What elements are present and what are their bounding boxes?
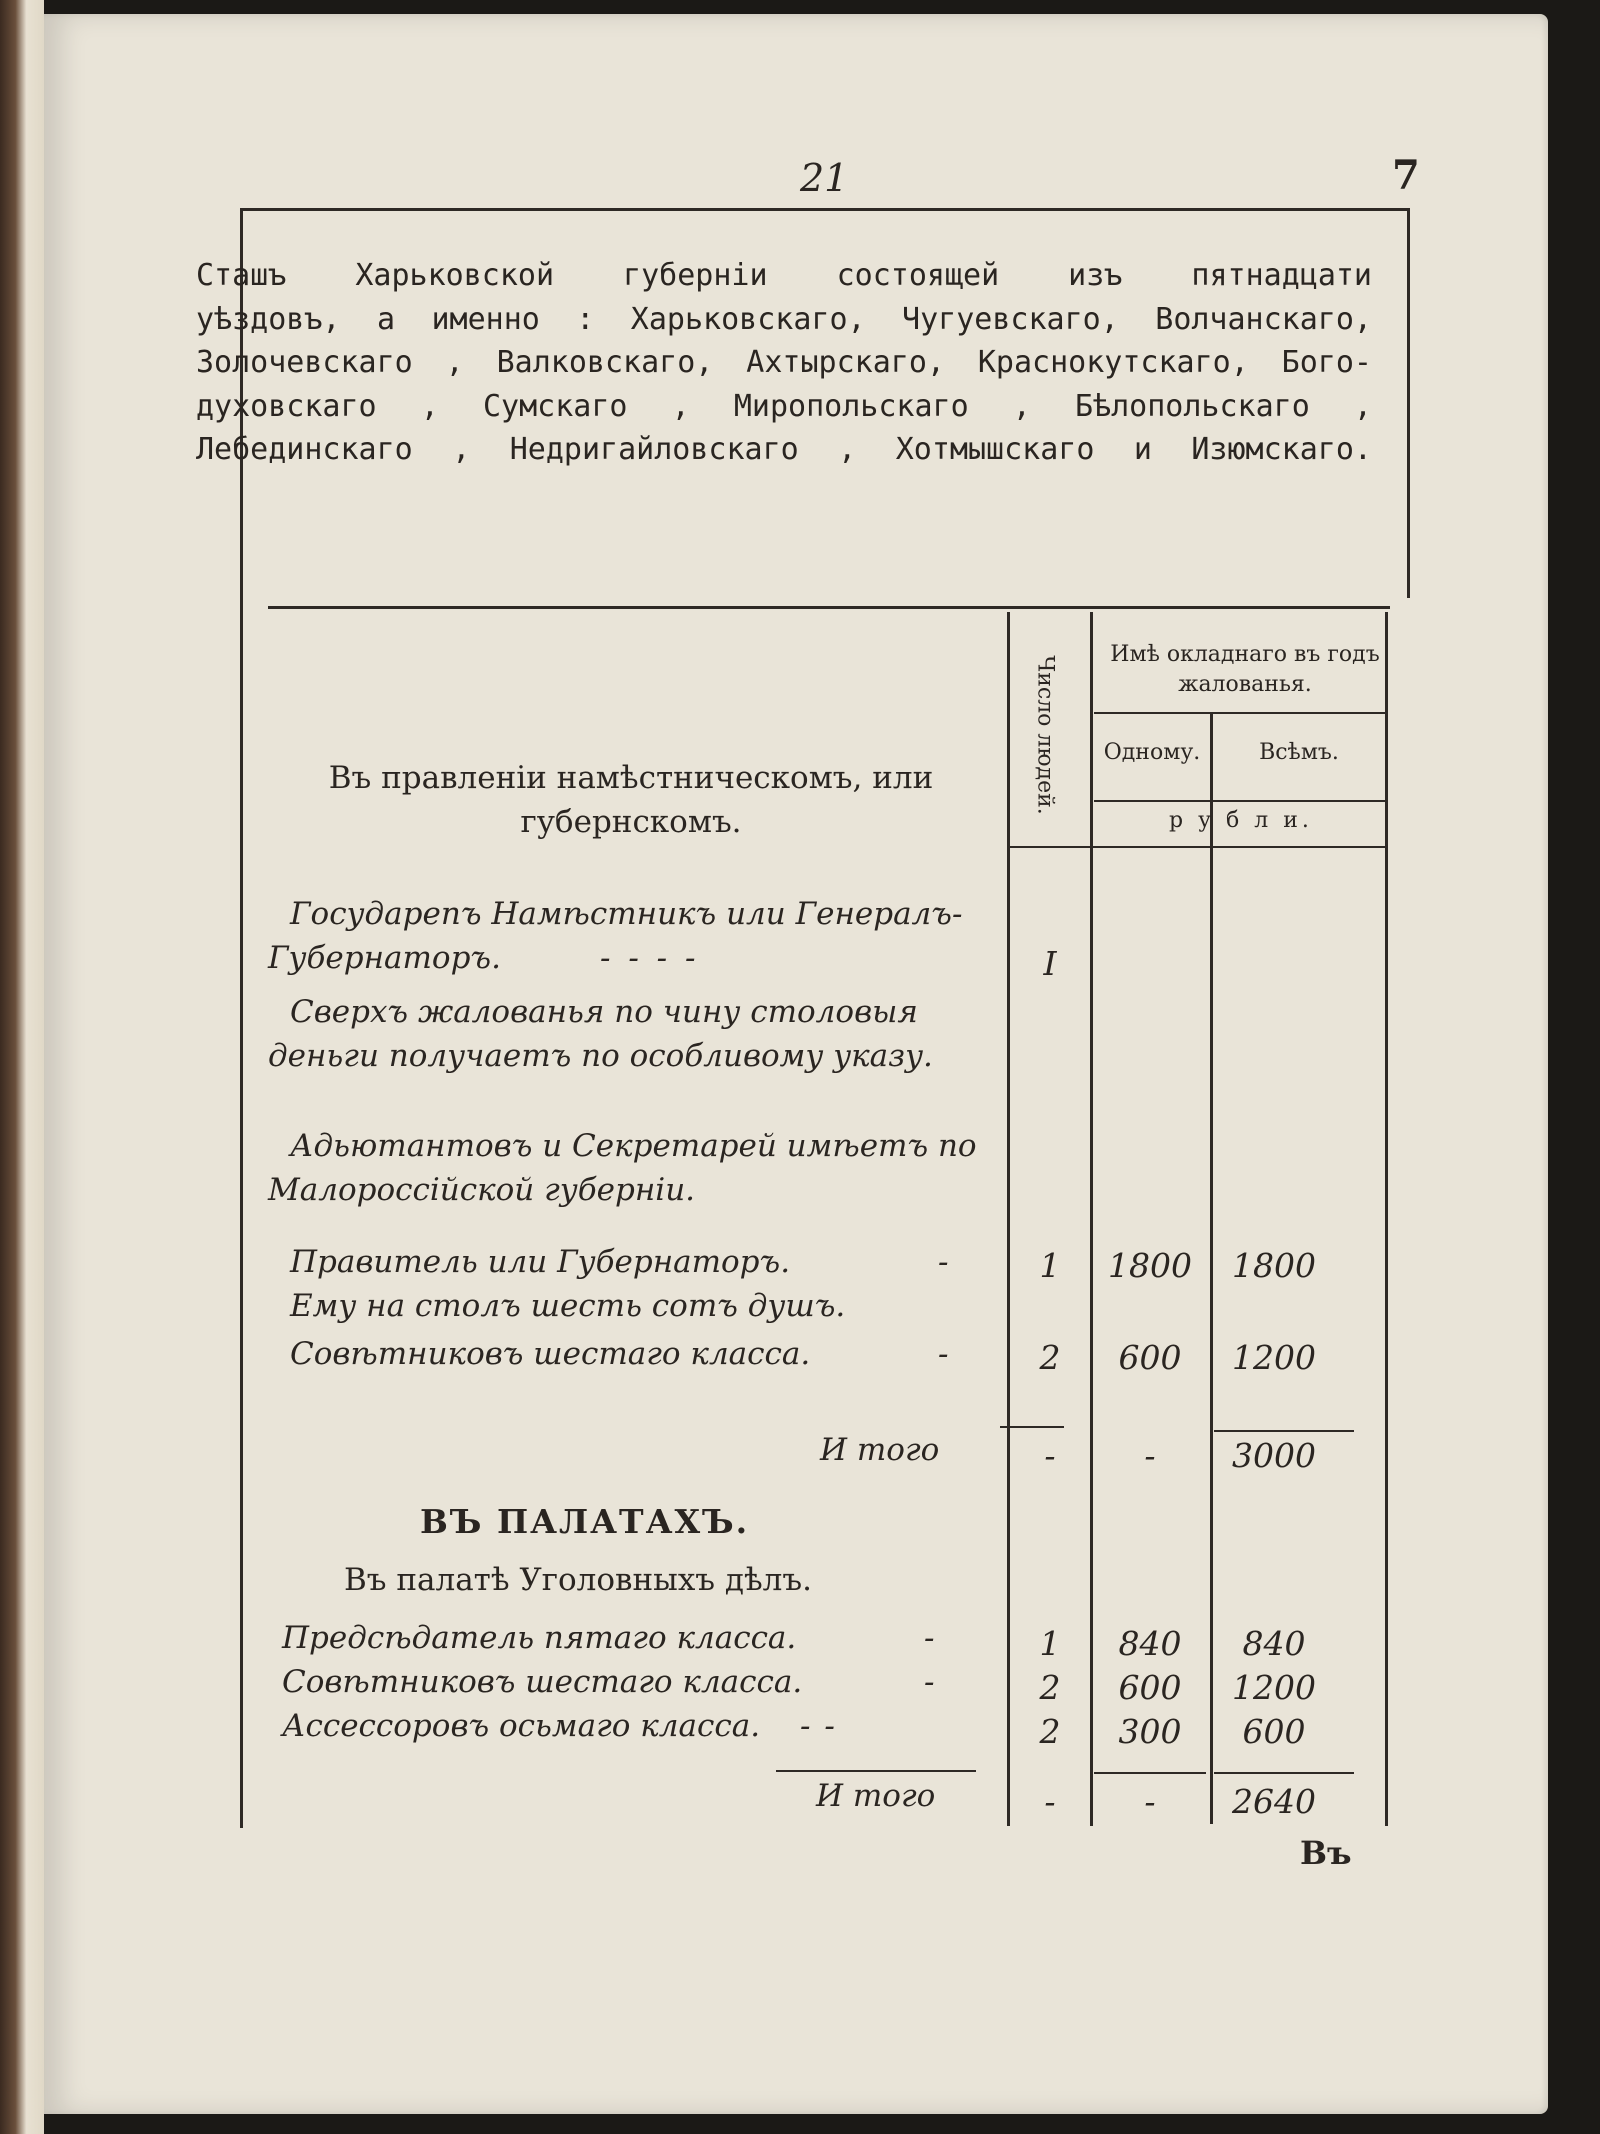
row-label: Правитель или Губернаторъ. <box>290 1244 791 1280</box>
header-rule-units <box>1094 800 1388 802</box>
row-salary-all: 840 <box>1242 1624 1306 1663</box>
header-rule-group <box>1094 712 1388 714</box>
document-title <box>196 254 1372 472</box>
row-salary-all: 1800 <box>1232 1246 1316 1285</box>
title-line: духовскаго , Сумскаго , Миропольскаго , Бѣлопольскаго , <box>196 388 1372 424</box>
row-dash: - <box>924 1620 935 1656</box>
row-salary-all: 600 <box>1242 1712 1306 1751</box>
total-count: - <box>1044 1436 1056 1475</box>
col-divider-one <box>1090 612 1093 1826</box>
total-count: - <box>1044 1782 1056 1821</box>
governor-leader-dashes: - - - - <box>600 940 700 976</box>
catchword: Въ <box>1300 1834 1352 1872</box>
row-salary-one: 600 <box>1118 1668 1182 1707</box>
total-rule <box>1094 1772 1206 1774</box>
total-salary-all: 3000 <box>1232 1436 1316 1475</box>
total-label: И того <box>816 1778 936 1814</box>
row-label: Предсѣдатель пятаго класса. <box>282 1620 797 1656</box>
row-label: Совѣтниковъ шестаго класса. <box>282 1664 803 1700</box>
col-people-header: Число людей. <box>1032 655 1058 815</box>
col-right-rule <box>1385 612 1388 1826</box>
total-rule <box>1214 1430 1354 1432</box>
title-line: Сташъ Харьковской губерніи состоящей изъ пятнадцати <box>196 258 1372 293</box>
total-label: И того <box>820 1432 940 1468</box>
row-count: 1 <box>1039 1624 1061 1663</box>
frame-top-rule <box>240 208 1410 211</box>
title-line: уѣздовъ, а именно : Харьковскаго, Чугуевскаго, Волчанскаго, <box>196 301 1372 337</box>
row-dash: - - <box>800 1708 837 1744</box>
row-salary-one: 1800 <box>1108 1246 1192 1285</box>
row-label: Ему на столъ шесть сотъ душъ. <box>290 1288 846 1324</box>
total-rule <box>1000 1426 1064 1428</box>
row-label: Совѣтниковъ шестаго класса. <box>290 1336 811 1372</box>
title-line: Золочевскаго , Валковскаго, Ахтырскаго, Краснокутскаго, Бого- <box>196 345 1372 380</box>
total-salary-all: 2640 <box>1232 1782 1316 1821</box>
chambers-heading: ВЪ ПАЛАТАХЪ. <box>420 1502 750 1541</box>
row-count: 2 <box>1039 1712 1061 1751</box>
header-rule-bottom <box>1010 846 1388 848</box>
total-rule <box>1214 1772 1354 1774</box>
row-salary-one: 600 <box>1118 1338 1182 1377</box>
book-spine <box>0 0 44 2134</box>
total-rule <box>776 1770 976 1772</box>
governor-note-2: деньги получаетъ по особливому указу. <box>268 1038 933 1074</box>
col-divider-all <box>1210 712 1213 1824</box>
section-title: Въ правленіи намѣстническомъ, или губернскомъ. <box>328 760 934 840</box>
row-dash: - <box>924 1664 935 1700</box>
col-one-header: Одному. <box>1103 740 1201 765</box>
row-salary-all: 1200 <box>1232 1338 1316 1377</box>
row-count: 1 <box>1039 1246 1061 1285</box>
governor-count: I <box>1043 944 1057 983</box>
frame-right-rule <box>1407 208 1410 598</box>
total-salary-one: - <box>1144 1782 1156 1821</box>
title-line: Лебединскаго , Недригайловскаго , Хотмышскаго и Изюмскаго. <box>196 432 1372 467</box>
row-dash: - <box>938 1336 949 1372</box>
unit-label: р у б л и. <box>1169 808 1313 833</box>
governor-line-2: Губернаторъ. <box>268 940 501 976</box>
corner-mark: 7 <box>1392 152 1420 199</box>
table-top-rule <box>268 606 1390 609</box>
aides-line-1: Адьютантовъ и Секретарей имѣетъ по <box>290 1128 977 1164</box>
row-salary-all: 1200 <box>1232 1668 1316 1707</box>
col-all-header: Всѣмъ. <box>1259 740 1339 765</box>
total-salary-one: - <box>1144 1436 1156 1475</box>
governor-note-1: Сверхъ жалованья по чину столовыя <box>290 994 918 1030</box>
governor-line-1: Государепъ Намѣстникъ или Генералъ- <box>290 896 963 932</box>
page-number: 21 <box>800 156 849 200</box>
col-salary-group-header: Имѣ окладнаго въ годъ жалованья. <box>1110 642 1380 697</box>
row-count: 2 <box>1039 1338 1061 1377</box>
row-label: Ассессоровъ осьмаго класса. <box>282 1708 761 1744</box>
row-dash: - <box>938 1244 949 1280</box>
row-count: 2 <box>1039 1668 1061 1707</box>
aides-line-2: Малороссійской губерніи. <box>268 1172 696 1208</box>
row-salary-one: 840 <box>1118 1624 1182 1663</box>
row-salary-one: 300 <box>1118 1712 1182 1751</box>
chambers-subheading: Въ палатѣ Уголовныхъ дѣлъ. <box>344 1562 812 1598</box>
